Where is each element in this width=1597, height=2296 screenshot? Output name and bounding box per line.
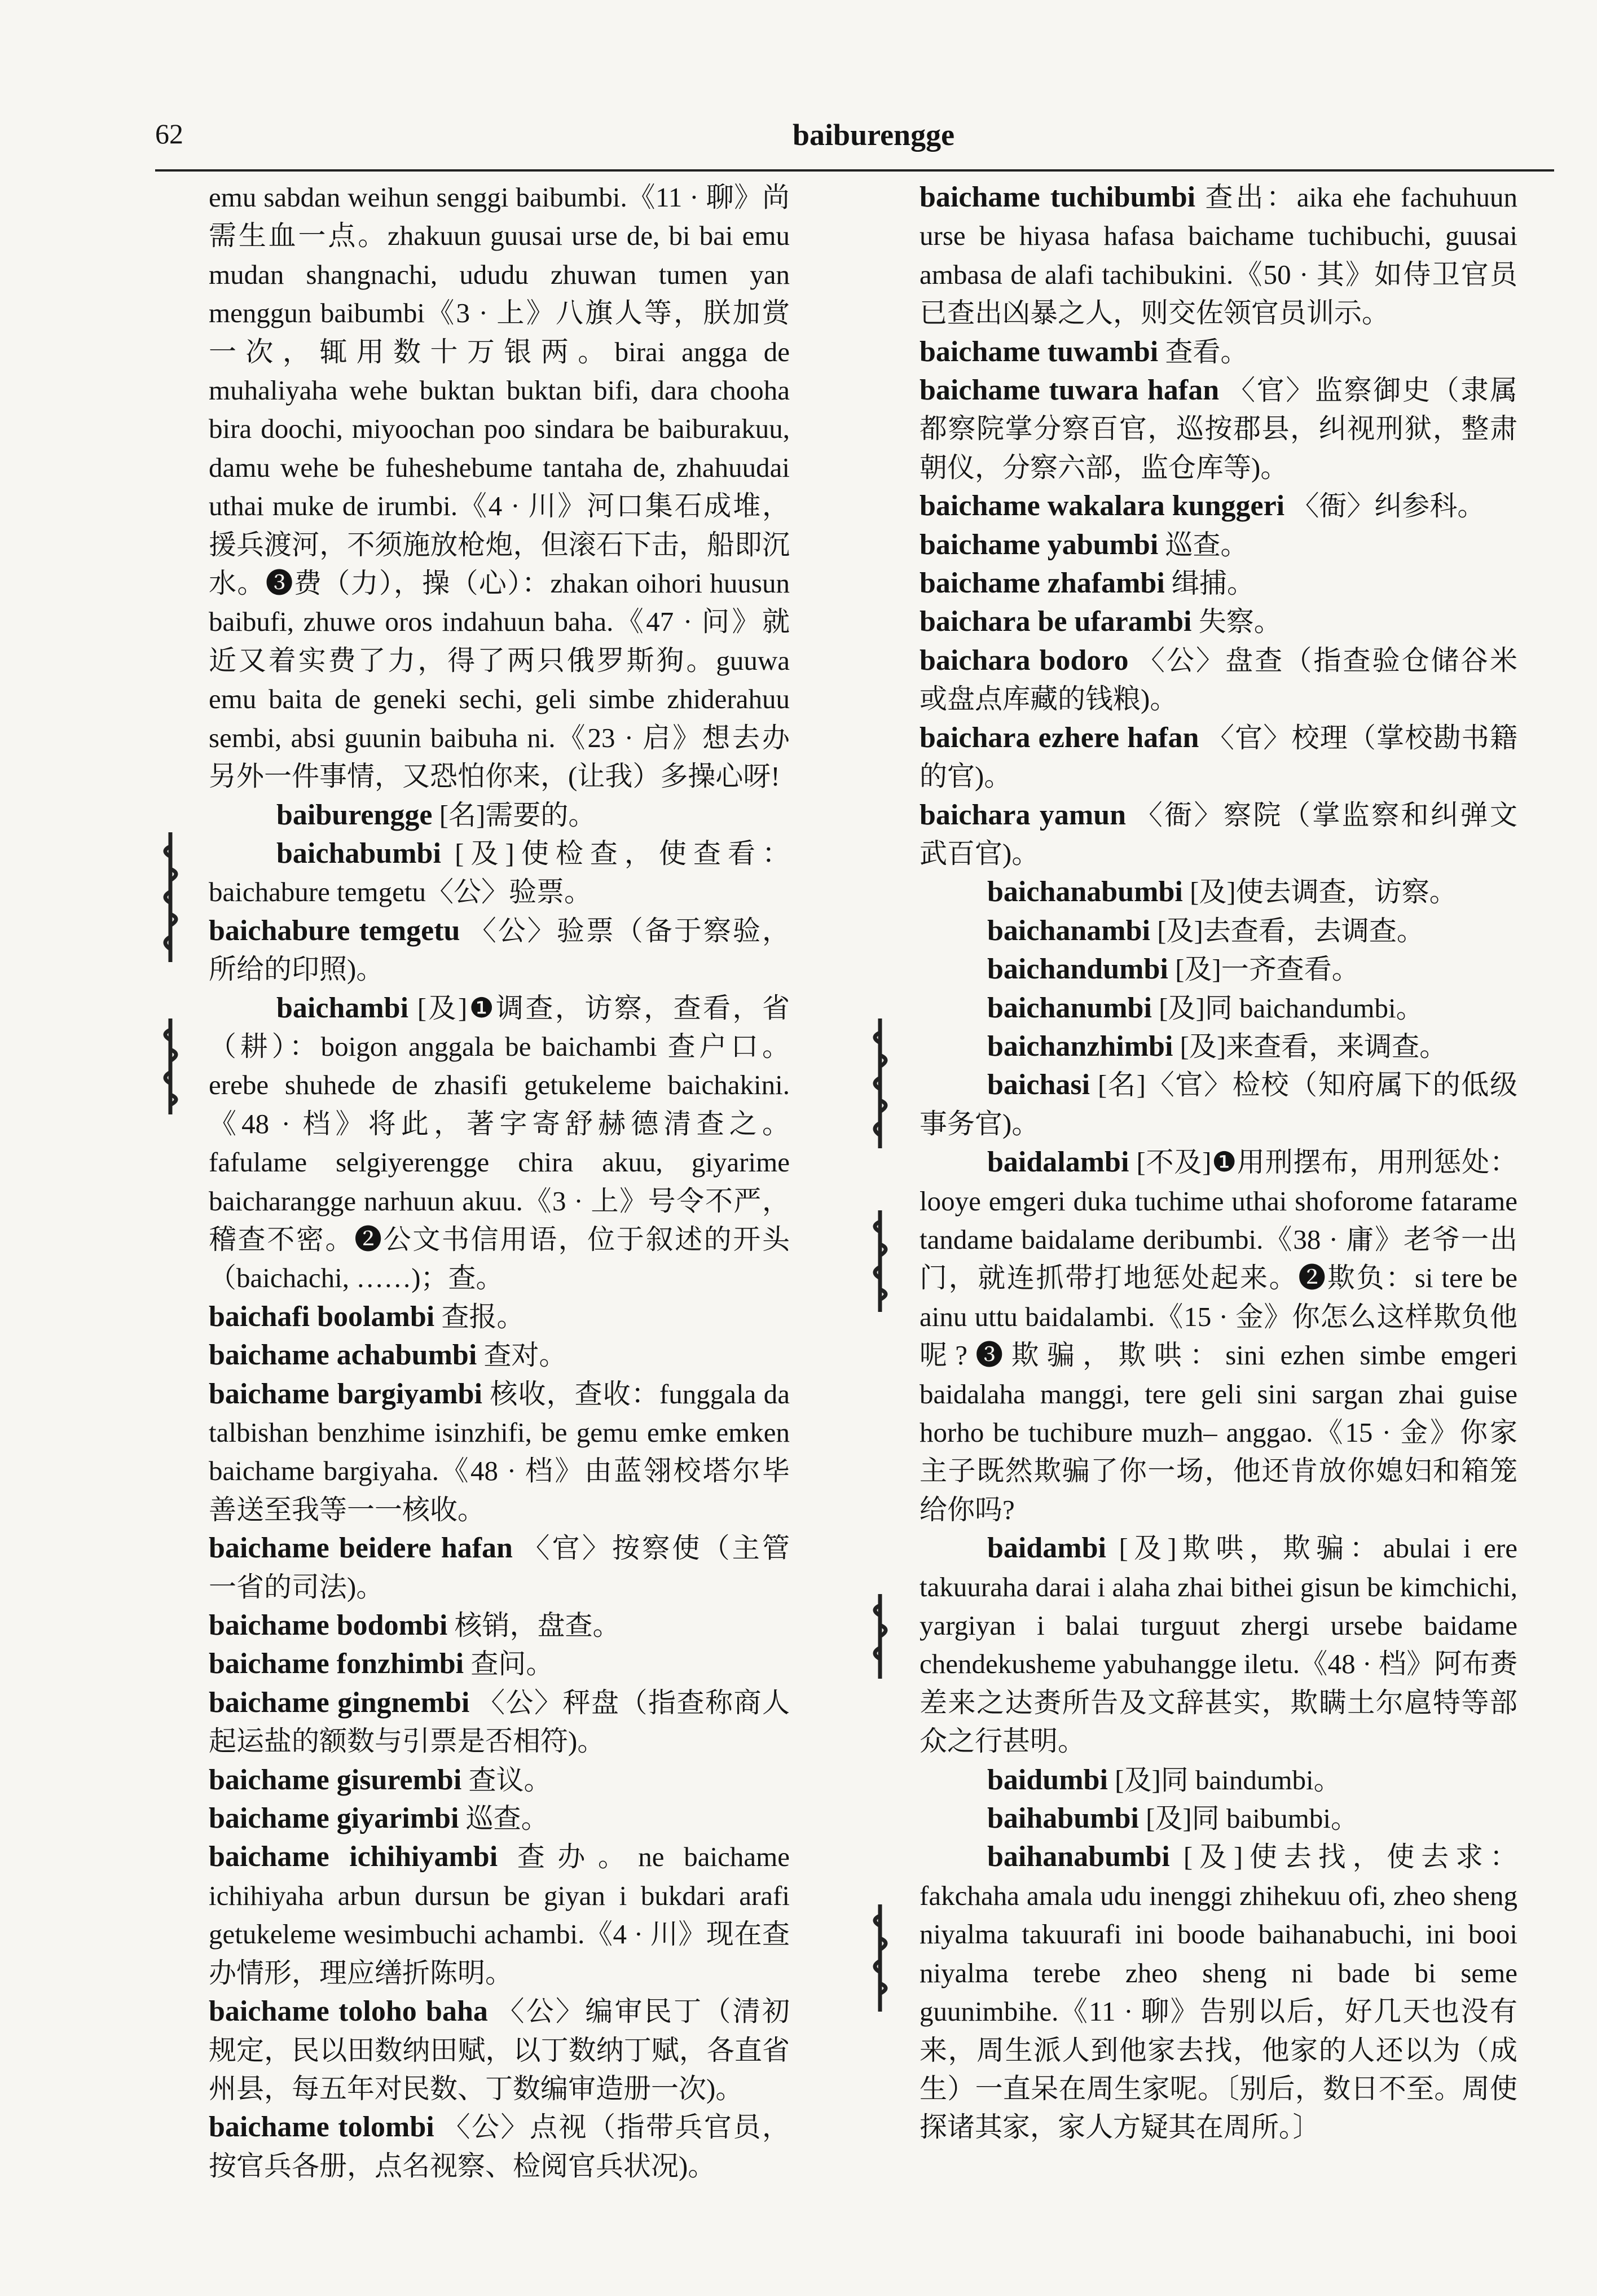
dictionary-entry: [209, 1606, 790, 1645]
dictionary-entry: [920, 333, 1517, 371]
mongolian-script-icon: [153, 829, 187, 965]
dictionary-entry: [920, 1143, 1517, 1529]
mongolian-script-icon: [863, 1591, 897, 1682]
dictionary-entry: [920, 371, 1517, 487]
left-column: [209, 178, 790, 2185]
entry-definition: 核销，盘查。: [447, 1610, 621, 1641]
entry-definition: [及]同 baichandumbi。: [1151, 992, 1424, 1024]
entry-headword: baichambi: [276, 991, 409, 1024]
entry-headword: baichame ichihiyambi: [209, 1841, 498, 1873]
right-column: [920, 178, 1517, 2147]
dictionary-entry: [209, 1529, 790, 1606]
entry-definition: [名]〈官〉检校（知府属下的低级事务官)。: [920, 1069, 1517, 1139]
entry-headword: baichame tuwara hafan: [920, 374, 1220, 407]
entry-definition: [及]使去调查，访察。: [1182, 876, 1457, 908]
entry-definition: 〈公〉编审民丁（清初规定，民以田数纳田赋，以丁数纳丁赋，各直省州县，每五年对民数、丁数编审造册一次)。: [209, 1996, 790, 2104]
entry-definition: 〈公〉验票（备于察验，所给的印照)。: [209, 915, 790, 985]
dictionary-entry: [209, 1684, 790, 1761]
entry-definition: 查出：aika ehe fachuhuun urse be hiyasa hafasa baichame tuchibuchi, guusai ambasa de alafi tachibukini.《50 · 其》如侍卫官员已查出凶暴之人，则交佐领官员训示。: [920, 182, 1517, 329]
dictionary-entry: [920, 1529, 1517, 1761]
dictionary-entry: [209, 989, 790, 1298]
entry-definition: [及]同 baibumbi。: [1138, 1803, 1359, 1834]
mongolian-script-icon: [863, 1902, 897, 2014]
entry-headword: baichame achabumbi: [209, 1339, 477, 1372]
entry-headword: baichame bargiyambi: [209, 1377, 482, 1410]
dictionary-entry: [920, 873, 1517, 911]
mongolian-script-icon: [153, 1016, 187, 1117]
entry-headword: baichame fonzhimbi: [209, 1648, 464, 1680]
dictionary-entry: [209, 796, 790, 835]
entry-definition: [及]一齐查看。: [1168, 954, 1360, 985]
entry-definition: [及]去查看，去调查。: [1150, 915, 1424, 946]
entry-definition: 〈官〉按察使（主管一省的司法)。: [209, 1533, 790, 1603]
dictionary-entry: [209, 1336, 790, 1375]
entry-definition: 巡查。: [459, 1803, 549, 1834]
page-number: 62: [155, 118, 183, 150]
dictionary-entry: [920, 487, 1517, 525]
dictionary-entry: [920, 719, 1517, 796]
mongolian-script-icon: [863, 1208, 897, 1315]
entry-headword: baichabumbi: [276, 837, 441, 870]
dictionary-entry: [209, 178, 790, 796]
entry-definition: [及]❶调查，访察，查看，省（耕）：boigon anggala be baichambi 查户口。erebe shuhede de zhasifi getukeleme baichakini.《48 · 档》将此，著字寄舒赫德清查之。fafulame selgiyerengge chira akuu, giyarime baicharangge narhuun akuu.《3 · 上》号令不严，稽查不密。❷公文书信用语，位于叙述的开头（baichachi, ……)；查。: [209, 992, 790, 1294]
dictionary-entry: [920, 178, 1517, 333]
entry-headword: baichabure temgetu: [209, 914, 460, 947]
mongolian-script-icon: [863, 1016, 897, 1151]
dictionary-entry: [209, 1375, 790, 1530]
dictionary-entry: [920, 912, 1517, 950]
entry-headword: baichafi boolambi: [209, 1300, 435, 1333]
entry-headword: baichame wakalara kunggeri: [920, 490, 1285, 523]
dictionary-entry: [209, 1838, 790, 1992]
entry-definition: 〈官〉监察御史（隶属都察院掌分察百官，巡按郡县，纠视刑狱，整肃朝仪，分察六部，监仓库等)。: [920, 375, 1517, 483]
dictionary-entry: [920, 1028, 1517, 1066]
dictionary-entry: [209, 1645, 790, 1683]
entry-headword: baichame yabumbi: [920, 528, 1159, 561]
dictionary-entry: [209, 1799, 790, 1838]
dictionary-entry: [209, 2108, 790, 2185]
dictionary-entry: [920, 526, 1517, 564]
entry-definition: 缉捕。: [1164, 568, 1255, 599]
dictionary-entry: [209, 912, 790, 989]
entry-definition: 〈公〉点视（指带兵官员，按官兵各册，点名视察、检阅官兵状况)。: [209, 2111, 790, 2181]
entry-headword: baichame tuwambi: [920, 335, 1159, 368]
entry-definition: [及]使检查，使查看：baichabure temgetu〈公〉验票。: [209, 837, 790, 908]
entry-definition: 〈衙〉纠参科。: [1284, 490, 1485, 522]
entry-definition: 查对。: [477, 1340, 567, 1371]
header-rule: [155, 169, 1554, 172]
dictionary-entry: [209, 1298, 790, 1336]
entry-definition: [不及]❶用刑摆布，用刑惩处：looye emgeri duka tuchime uthai shoforome fatarame tandame baidalame deribumbi.《38 · 庸》老爷一出门，就连抓带打地惩处起来。❷欺负：si tere be ainu uttu baidalambi.《15 · 金》你怎么这样欺负他呢?❸欺骗，欺哄：sini ezhen simbe emgeri baidalaha manggi, tere geli sini sargan zhai guise horho be tuchibure muzh– anggao.《15 · 金》你家主子既然欺骗了你一场，他还肯放你媳妇和箱笼给你吗?: [920, 1147, 1517, 1525]
entry-headword: baidambi: [987, 1532, 1106, 1565]
entry-headword: baichara be ufarambi: [920, 605, 1192, 638]
entry-headword: baichame zhafambi: [920, 567, 1165, 600]
entry-headword: baichame tuchibumbi: [920, 181, 1196, 213]
entry-definition: 〈官〉校理（掌校勘书籍的官)。: [920, 722, 1517, 792]
entry-definition: 查办。ne baichame ichihiyaha arbun dursun be giyan i bukdari arafi getukeleme wesimbuchi achambi.《4 · 川》现在查办情形，理应缮折陈明。: [209, 1841, 790, 1988]
entry-definition: emu sabdan weihun senggi baibumbi.《11 · 聊》尚需生血一点。zhakuun guusai urse de, bi bai emu mudan shangnachi, ududu zhuwan tumen yan menggun baibumbi《3 · 上》八旗人等，朕加赏一次，辄用数十万银两。birai angga de muhaliyaha wehe buktan buktan bifi, dara chooha bira doochi, miyoochan poo sindara be baiburakuu, damu wehe be fuheshebume tantaha de, zhahuudai uthai muke de irumbi.《4 · 川》河口集石成堆，援兵渡河，不须施放枪炮，但滚石下击，船即沉水。❸费（力），操（心）：zhakan oihori huusun baibufi, zhuwe oros indahuun baha.《47 · 问》就近又着实费了力，得了两只俄罗斯狗。guuwa emu baita de geneki sechi, geli simbe zhiderahuu sembi, absi guunin baibuha ni.《23 · 启》想去办另外一件事情，又恐怕你来，(让我）多操心呀!: [209, 182, 790, 792]
entry-headword: baidumbi: [987, 1763, 1108, 1796]
entry-headword: baidalambi: [987, 1146, 1129, 1179]
entry-headword: baichame bodombi: [209, 1609, 448, 1642]
entry-headword: baichanumbi: [987, 991, 1152, 1024]
entry-definition: [及]来查看，来调查。: [1173, 1030, 1448, 1062]
mongolian-script-icon: [863, 1902, 897, 2014]
entry-headword: baichame toloho baha: [209, 1995, 488, 2028]
dictionary-entry: [920, 1799, 1517, 1838]
mongolian-script-icon: [863, 1016, 897, 1151]
dictionary-entry: [920, 1761, 1517, 1799]
entry-headword: baichame gingnembi: [209, 1686, 470, 1719]
dictionary-entry: [920, 989, 1517, 1028]
entry-definition: 核收，查收：funggala da talbishan benzhime isinzhifi, be gemu emke emken baichame bargiyaha.《48 · 档》由蓝翎校塔尔毕善送至我等一一核收。: [209, 1378, 790, 1525]
entry-definition: [及]使去找，使去求：fakchaha amala udu inenggi zhihekuu ofi, zheo sheng niyalma takuurafi ini boode baihanabuchi, ini booi niyalma terebe zheo sheng ni bade bi seme guunimbihe.《11 · 聊》告别以后，好几天也没有来，周生派人到他家去找，他家的人还以为（成生）一直呆在周生家呢。〔别后，数日不至。周使探诸其家，家人方疑其在周所。〕: [920, 1841, 1517, 2143]
entry-definition: [及]欺哄，欺骗：abulai i ere takuuraha darai i alaha zhai bithei gisun be kimchichi, yargiyan i balai turguut zhergi ursebe baidame chendekusheme yabuhangge iletu.《48 · 档》阿布赉差来之达赉所告及文辞甚实，欺瞒土尔扈特等部众之行甚明。: [920, 1533, 1517, 1757]
entry-headword: baichara bodoro: [920, 644, 1129, 677]
entry-headword: baichanambi: [987, 914, 1150, 947]
mongolian-script-icon: [863, 1208, 897, 1315]
entry-headword: baiburengge: [276, 798, 433, 831]
entry-headword: baichame gisurembi: [209, 1763, 462, 1796]
entry-headword: baichara yamun: [920, 798, 1127, 831]
entry-definition: 查问。: [464, 1648, 554, 1680]
entry-definition: 巡查。: [1158, 529, 1248, 560]
running-head: baiburengge: [793, 118, 955, 152]
entry-definition: 查报。: [434, 1301, 525, 1332]
dictionary-entry: [920, 796, 1517, 873]
dictionary-entry: [920, 564, 1517, 603]
entry-definition: 〈公〉盘查（指查验仓储谷米或盘点库藏的钱粮)。: [920, 644, 1517, 715]
entry-headword: baichara ezhere hafan: [920, 721, 1199, 754]
dictionary-entry: [920, 642, 1517, 719]
mongolian-script-icon: [153, 1016, 187, 1117]
entry-definition: 〈公〉秤盘（指查称商人起运盐的额数与引票是否相符)。: [209, 1687, 790, 1757]
entry-headword: baichame tolombi: [209, 2111, 434, 2144]
entry-headword: baichame beidere hafan: [209, 1532, 513, 1565]
entry-headword: baichanabumbi: [987, 876, 1183, 908]
entry-definition: [名]需要的。: [432, 799, 596, 831]
entry-headword: baichasi: [987, 1069, 1090, 1101]
mongolian-script-icon: [863, 1591, 897, 1682]
dictionary-entry: [209, 1761, 790, 1799]
dictionary-entry: [920, 1838, 1517, 2146]
mongolian-script-icon: [153, 829, 187, 965]
dictionary-entry: [209, 1992, 790, 2108]
dictionary-entry: [920, 950, 1517, 989]
dictionary-entry: [209, 835, 790, 912]
entry-definition: 失察。: [1191, 606, 1282, 638]
entry-headword: baichanzhimbi: [987, 1030, 1173, 1063]
entry-headword: baihanabumbi: [987, 1841, 1170, 1873]
dictionary-entry: [920, 1066, 1517, 1143]
entry-headword: baichandumbi: [987, 953, 1168, 986]
dictionary-entry: [920, 603, 1517, 641]
entry-headword: baichame giyarimbi: [209, 1802, 459, 1835]
entry-headword: baihabumbi: [987, 1802, 1139, 1835]
entry-definition: 〈衙〉察院（掌监察和纠弹文武百官)。: [920, 799, 1517, 869]
entry-definition: 查议。: [461, 1764, 552, 1795]
entry-definition: [及]同 baindumbi。: [1107, 1764, 1341, 1795]
entry-definition: 查看。: [1158, 336, 1248, 367]
